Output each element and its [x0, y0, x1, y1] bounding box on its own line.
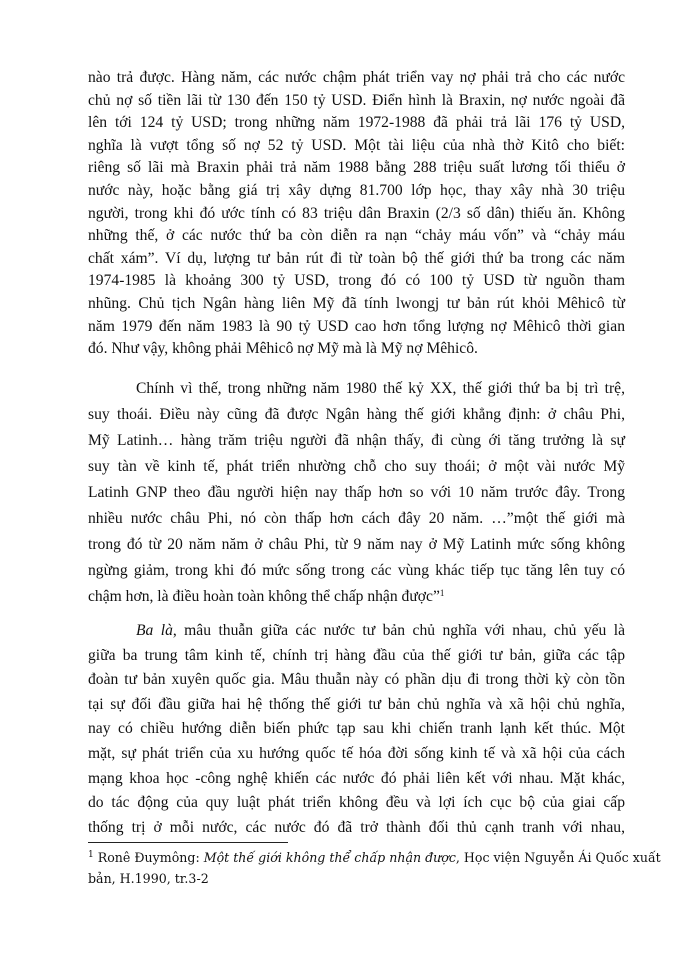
body-line: đó. Như vậy, không phải Mêhicô nợ Mỹ mà là Mỹ nợ Mêhicô.	[88, 340, 478, 357]
body-line: lên tới 124 tỷ USD; trong những năm 1972-1988 đã phải trả lãi 176 tỷ USD,	[88, 114, 625, 131]
body-line: chất xám”. Ví dụ, lượng tư bản rút đi từ toàn bộ thế giới thứ ba trong các năm	[88, 250, 625, 267]
footnote-title: Một thế giới không thể chấp nhận được	[203, 850, 456, 865]
body-line: Chính vì thế, trong những năm 1980 thế kỷ XX, thế giới thứ ba bị trì trệ,	[136, 380, 625, 397]
body-line: đoàn tư bản xuyên quốc gia. Mâu thuẫn này có phần dịu đi trong thời kỳ còn tồn	[88, 671, 625, 688]
body-line: Ba là, mâu thuẫn giữa các nước tư bản chủ nghĩa với nhau, chủ yếu là	[136, 622, 625, 639]
body-line: mạng khoa học -công nghệ khiến các nước đó phải liên kết với nhau. Mặt khác,	[88, 770, 625, 787]
footnote-divider	[88, 842, 288, 843]
body-line: riêng số lãi mà Braxin phải trả năm 1988 bằng 288 triệu suất lương tối thiểu ở	[88, 159, 625, 176]
body-line: mặt, sự phát triển của xu hướng quốc tế hóa đời sống kinh tế và xã hội của cách	[88, 745, 625, 762]
body-line: năm 1979 đến năm 1983 là 90 tỷ USD cao hơn tổng lượng nợ Mêhicô thời gian	[88, 318, 625, 335]
footnote-publisher: , Học viện Nguyễn Ái Quốc xuất	[455, 850, 661, 865]
body-line: thống trị ở mỗi nước, các nước đó đã trở thành đối thủ cạnh tranh với nhau,	[88, 819, 625, 836]
body-line: Mỹ Latinh… hàng trăm triệu người đã nhận thấy, đi cùng ới tăng trưởng là sự	[88, 432, 625, 449]
body-line: trong đó từ 20 năm năm ở châu Phi, từ 9 năm nay ở Mỹ Latinh mức sống không	[88, 536, 625, 553]
body-line: những thế, ở các nước thứ ba còn diễn ra nạn “chảy máu vốn” và “chảy máu	[88, 227, 625, 244]
body-line: giữa ba trung tâm kinh tế, chính trị hàng đầu của thế giới tư bản, giữa các tập	[88, 647, 625, 664]
body-line: nào trả được. Hàng năm, các nước chậm phát triển vay nợ phải trả cho các nước	[88, 69, 625, 86]
body-line: nhiều nước châu Phi, nó còn thấp hơn cách đây 20 năm. …”một thế giới mà	[88, 510, 625, 527]
footnote-marker: 1	[88, 850, 94, 860]
footnote-author: Ronê Đuymông:	[93, 850, 204, 865]
body-line: do tác động của quy luật phát triển không đều và lợi ích cục bộ của giai cấp	[88, 794, 625, 811]
body-line: nay có chiều hướng diễn biến phức tạp sau khi chiến tranh lạnh kết thúc. Một	[88, 720, 625, 737]
body-line: 1974-1985 là khoảng 300 tỷ USD, trong đó có 100 tỷ USD từ nguồn tham	[88, 272, 625, 289]
body-line: suy thoái. Điều này cũng đã được Ngân hàng thế giới khẳng định: ở châu Phi,	[88, 406, 625, 423]
body-line: tại sự đối đầu giữa hai hệ thống thế giới tư bản chủ nghĩa và xã hội chủ nghĩa,	[88, 696, 625, 713]
body-line: Latinh GNP theo đầu người hiện nay thấp hơn so với 10 năm trước đây. Trong	[88, 484, 625, 501]
body-line: nghĩa là vượt tổng số nợ 52 tỷ USD. Một tài liệu của nhà thờ Kitô cho biết:	[88, 137, 625, 154]
footnote-reference[interactable]: 1	[439, 588, 445, 598]
body-line: nước này, hoặc bằng giá trị xây dựng 81.700 lớp học, thay xây nhà 30 triệu	[88, 182, 625, 199]
body-line: chậm hơn, là điều hoàn toàn không thể chấp nhận được”$^1$	[88, 588, 445, 605]
footnote-line: bản, H.1990, tr.3-2	[88, 871, 209, 886]
body-line: suy tàn về kinh tế, phát triển nhường chỗ cho suy thoái; ở một vài nước Mỹ	[88, 458, 625, 475]
body-line: chủ nợ số tiền lãi từ 130 đến 150 tỷ USD. Điển hình là Braxin, nợ nước ngoài đã	[88, 92, 625, 109]
footnote-line	[88, 850, 661, 866]
paragraph-lead: Ba là	[136, 622, 173, 639]
body-line: người, trong khi đó ước tính có 83 triệu dân Braxin (2/3 số dân) thiếu ăn. Không	[88, 205, 625, 222]
body-line: nhũng. Chủ tịch Ngân hàng liên Mỹ đã tính lwongj tư bản rút khỏi Mêhicô từ	[88, 295, 625, 312]
body-line: ngừng giảm, trong khi đó mức sống trong các vùng khác tiếp tục tăng lên tuy có	[88, 562, 625, 579]
